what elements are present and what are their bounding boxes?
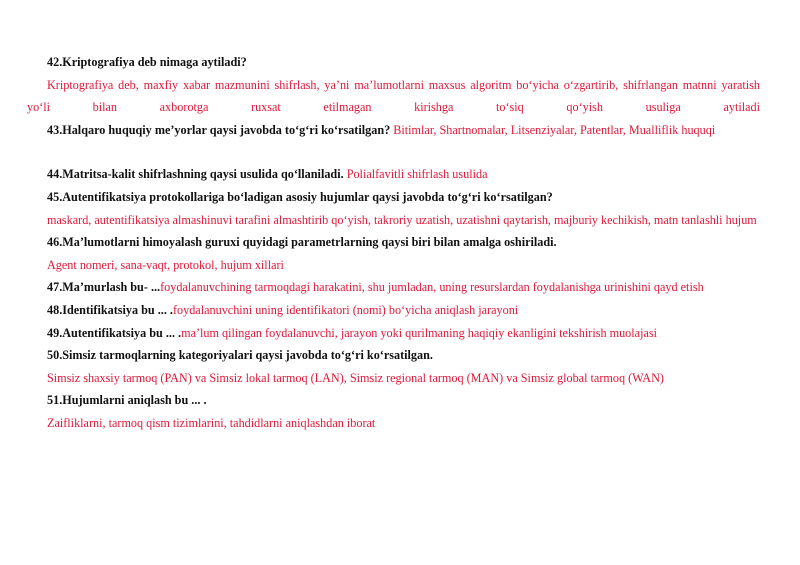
answer-text: Kriptografiya deb, maxfiy xabar mazmunini shifrlash, ya’ni ma’lumotlarni maxsus algoritm bo‘yicha o‘zgartirib, shifrlangan matnni yaratish yo‘li bilan axborotga ruxsat etilmagan kirishga to‘siq qo‘yish usuliga aytiladi (27, 77, 760, 115)
question-51 (27, 389, 760, 412)
answer-text: Bitimlar, Shartnomalar, Litsenziyalar, Patentlar, Mualliflik huquqi (393, 122, 716, 137)
question-47 (27, 276, 760, 299)
answer-51 (27, 412, 760, 435)
question-46 (27, 231, 760, 254)
question-42 (27, 51, 760, 74)
answer-text: foydalanuvchining tarmoqdagi harakatini, shu jumladan, uning resurslardan foydalanishga urinishini qayd etish (160, 280, 704, 295)
question-text: 50.Simsiz tarmoqlarning kategoriyalari qaysi javobda to‘g‘ri ko‘rsatilgan. (47, 348, 433, 363)
answer-text: ma’lum qilingan foydalanuvchi, jarayon yoki qurilmaning haqiqiy ekanligini tekshirish muolajasi (181, 325, 657, 340)
question-text: 46.Ma’lumotlarni himoyalash guruxi quyidagi parametrlarning qaysi biri bilan amalga oshiriladi. (47, 235, 557, 250)
question-50 (27, 344, 760, 367)
answer-46 (27, 254, 760, 277)
question-44 (27, 163, 760, 186)
answer-45 (27, 209, 760, 232)
question-text: 44.Matritsa-kalit shifrlashning qaysi usulida qo‘llaniladi. (47, 167, 344, 182)
answer-text: Zaifliklarni, tarmoq qism tizimlarini, tahdidlarni aniqlashdan iborat (47, 415, 376, 430)
question-text: 42.Kriptografiya deb nimaga aytiladi? (47, 55, 247, 69)
answer-text: maskard, autentifikatsiya almashinuvi tarafini almashtirib qo‘yish, takroriy uzatish, uzatishni qaytarish, majburiy kechikish, matn tanlashli hujum (47, 212, 757, 227)
question-text: 51.Hujumlarni aniqlash bu ... . (47, 393, 207, 408)
question-43 (27, 119, 760, 142)
question-text: 49.Autentifikatsiya bu ... . (47, 325, 182, 340)
question-49 (27, 322, 760, 345)
answer-text: foydalanuvchini uning identifikatori (nomi) bo‘yicha aniqlash jarayoni (172, 302, 519, 317)
question-text: 48.Identifikatsiya bu ... . (47, 302, 173, 317)
question-text: 45.Autentifikatsiya protokollariga bo‘ladigan asosiy hujumlar qaysi javobda to‘g‘ri ko‘rsatilgan? (47, 189, 553, 204)
question-text: 43.Halqaro huquqiy me’yorlar qaysi javobda to‘g‘ri ko‘rsatilgan? (47, 122, 391, 137)
blank-line (27, 141, 760, 163)
question-48 (27, 299, 760, 322)
question-45 (27, 186, 760, 209)
answer-42 (27, 74, 760, 119)
question-text: 47.Ma’murlash bu- ... (47, 280, 161, 295)
document-body (27, 51, 760, 435)
answer-50 (27, 367, 760, 390)
answer-text: Agent nomeri, sana-vaqt, protokol, hujum xillari (47, 257, 284, 272)
answer-text: Polialfavitli shifrlash usulida (346, 167, 488, 182)
answer-text: Simsiz shaxsiy tarmoq (PAN) va Simsiz lokal tarmoq (LAN), Simsiz regional tarmoq (MAN) va Simsiz global tarmoq (WAN) (47, 370, 664, 385)
